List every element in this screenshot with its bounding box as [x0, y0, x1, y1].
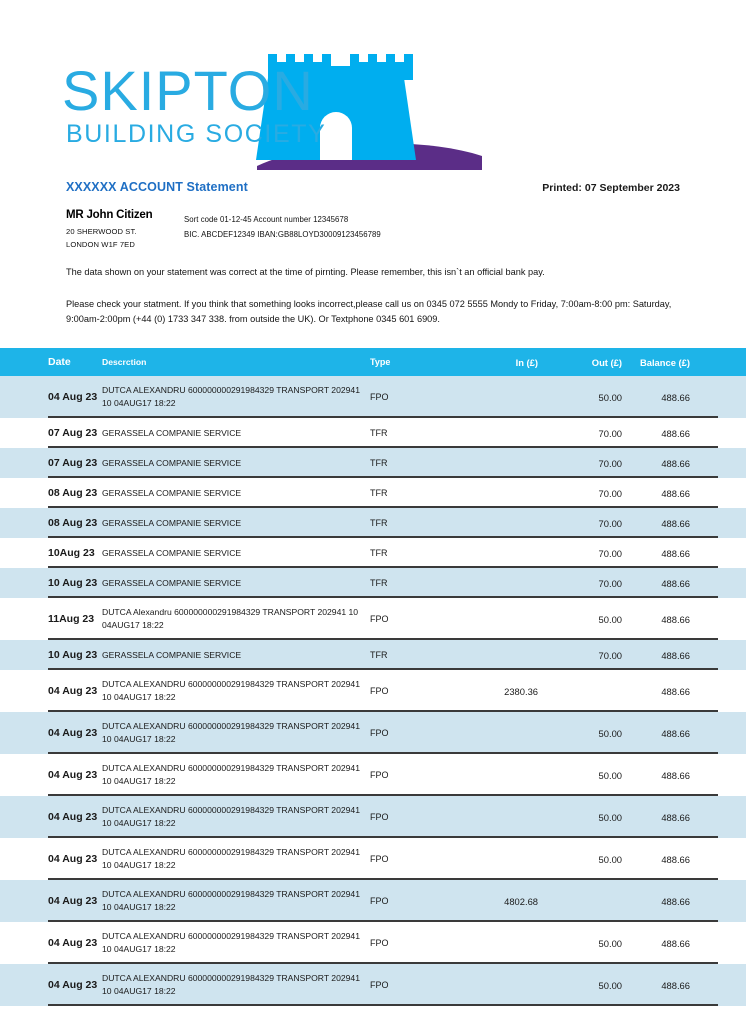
cell-in: 4802.68 — [504, 895, 538, 907]
customer-address-line1: 20 SHERWOOD ST. — [66, 227, 137, 236]
cell-balance: 488.66 — [661, 547, 690, 559]
cell-balance: 488.66 — [661, 457, 690, 469]
cell-description: GERASSELA COMPANIE SERVICE — [102, 649, 242, 660]
cell-type: TFR — [370, 428, 388, 438]
cell-description: GERASSELA COMPANIE SERVICE — [102, 517, 242, 528]
cell-date: 10 Aug 23 — [48, 649, 98, 661]
cell-balance: 488.66 — [661, 853, 690, 865]
cell-description: DUTCA Alexandru 600000000291984329 TRANSPORT 202941 10 04AUG17 18:22 — [102, 607, 359, 630]
cell-date: 04 Aug 23 — [48, 391, 98, 403]
column-header-date: Date — [48, 356, 71, 368]
wordmark-skipton: SKIPTON — [62, 59, 314, 122]
cell-out: 70.00 — [598, 487, 622, 499]
column-header-balance: Balance (£) — [639, 356, 690, 368]
cell-balance: 488.66 — [661, 979, 690, 991]
cell-date: 04 Aug 23 — [48, 727, 98, 739]
cell-type: FPO — [370, 614, 389, 624]
cell-balance: 488.66 — [661, 517, 690, 529]
page-title: XXXXXX ACCOUNT Statement — [66, 180, 248, 194]
cell-date: 04 Aug 23 — [48, 979, 98, 991]
table-row[interactable] — [0, 640, 746, 670]
cell-description: DUTCA ALEXANDRU 600000000291984329 TRANSPORT 202941 10 04AUG17 18:22 — [102, 889, 360, 912]
cell-type: TFR — [370, 518, 388, 528]
cell-out: 70.00 — [598, 649, 622, 661]
cell-description: DUTCA ALEXANDRU 600000000291984329 TRANSPORT 202941 10 04AUG17 18:22 — [102, 679, 360, 702]
cell-balance: 488.66 — [661, 685, 690, 697]
cell-type: FPO — [370, 392, 389, 402]
cell-date: 04 Aug 23 — [48, 769, 98, 781]
cell-type: FPO — [370, 980, 389, 990]
cell-out: 50.00 — [598, 727, 622, 739]
table-row[interactable] — [0, 922, 746, 964]
cell-description: GERASSELA COMPANIE SERVICE — [102, 487, 242, 498]
table-row[interactable] — [0, 796, 746, 838]
table-row[interactable] — [0, 508, 746, 538]
cell-date: 10 Aug 23 — [48, 577, 98, 589]
cell-description: GERASSELA COMPANIE SERVICE — [102, 427, 242, 438]
cell-out: 50.00 — [598, 811, 622, 823]
sort-code-account-number: Sort code 01-12-45 Account number 12345678 — [184, 215, 349, 224]
cell-out: 50.00 — [598, 613, 622, 625]
table-row[interactable] — [0, 964, 746, 1006]
cell-out: 50.00 — [598, 769, 622, 781]
customer-address — [66, 209, 184, 251]
table-body — [0, 376, 746, 1006]
cell-balance: 488.66 — [661, 391, 690, 403]
cell-date: 08 Aug 23 — [48, 517, 98, 529]
column-header-type: Type — [370, 357, 391, 367]
cell-description: DUTCA ALEXANDRU 600000000291984329 TRANSPORT 202941 10 04AUG17 18:22 — [102, 385, 360, 408]
cell-type: FPO — [370, 938, 389, 948]
address-account-block — [66, 209, 680, 251]
cell-out: 70.00 — [598, 577, 622, 589]
table-row[interactable] — [0, 754, 746, 796]
table-row[interactable] — [0, 712, 746, 754]
table-row[interactable] — [0, 838, 746, 880]
customer-address-line2: LONDON W1F 7ED — [66, 240, 135, 250]
notice-paragraph-1: The data shown on your statement was correct at the time of pirnting. Please remember, this isn`t an official bank pay. — [66, 267, 545, 277]
cell-balance: 488.66 — [661, 727, 690, 739]
cell-balance: 488.66 — [661, 487, 690, 499]
table-row[interactable] — [0, 598, 746, 640]
account-details — [184, 209, 381, 251]
cell-balance: 488.66 — [661, 937, 690, 949]
table-row[interactable] — [0, 418, 746, 448]
cell-balance: 488.66 — [661, 427, 690, 439]
cell-type: FPO — [370, 686, 389, 696]
wordmark-building-society: BUILDING SOCIETY — [66, 120, 327, 148]
cell-balance: 488.66 — [661, 613, 690, 625]
bic-iban: BIC. ABCDEF12349 IBAN:GB88LOYD30009123456789 — [184, 230, 381, 240]
cell-description: DUTCA ALEXANDRU 600000000291984329 TRANSPORT 202941 10 04AUG17 18:22 — [102, 763, 360, 786]
cell-in: 2380.36 — [504, 685, 538, 697]
cell-out: 70.00 — [598, 547, 622, 559]
cell-description: DUTCA ALEXANDRU 600000000291984329 TRANSPORT 202941 10 04AUG17 18:22 — [102, 931, 360, 954]
cell-type: TFR — [370, 650, 388, 660]
cell-date: 11Aug 23 — [48, 613, 95, 625]
cell-balance: 488.66 — [661, 769, 690, 781]
cell-date: 04 Aug 23 — [48, 685, 98, 697]
table-row[interactable] — [0, 670, 746, 712]
cell-balance: 488.66 — [661, 649, 690, 661]
brand-logo — [62, 48, 482, 170]
cell-out: 50.00 — [598, 937, 622, 949]
cell-description: GERASSELA COMPANIE SERVICE — [102, 577, 242, 588]
printed-date: Printed: 07 September 2023 — [542, 182, 680, 194]
cell-date: 04 Aug 23 — [48, 811, 98, 823]
cell-description: GERASSELA COMPANIE SERVICE — [102, 457, 242, 468]
cell-type: FPO — [370, 812, 389, 822]
cell-balance: 488.66 — [661, 895, 690, 907]
cell-out: 50.00 — [598, 979, 622, 991]
cell-description: GERASSELA COMPANIE SERVICE — [102, 547, 242, 558]
table-row[interactable] — [0, 448, 746, 478]
cell-balance: 488.66 — [661, 577, 690, 589]
cell-date: 07 Aug 23 — [48, 457, 98, 469]
cell-type: FPO — [370, 728, 389, 738]
cell-date: 04 Aug 23 — [48, 895, 98, 907]
statement-header-row — [66, 180, 680, 194]
cell-date: 10Aug 23 — [48, 547, 95, 559]
cell-date: 04 Aug 23 — [48, 937, 98, 949]
cell-description: DUTCA ALEXANDRU 600000000291984329 TRANSPORT 202941 10 04AUG17 18:22 — [102, 805, 360, 828]
table-row[interactable] — [0, 568, 746, 598]
cell-description: DUTCA ALEXANDRU 600000000291984329 TRANSPORT 202941 10 04AUG17 18:22 — [102, 721, 360, 744]
cell-out: 70.00 — [598, 457, 622, 469]
table-header-row — [0, 348, 746, 376]
column-header-out: Out (£) — [591, 356, 622, 368]
cell-balance: 488.66 — [661, 811, 690, 823]
cell-type: TFR — [370, 488, 388, 498]
cell-type: TFR — [370, 458, 388, 468]
column-header-description: Descrction — [102, 356, 147, 367]
cell-type: FPO — [370, 896, 389, 906]
cell-description: DUTCA ALEXANDRU 600000000291984329 TRANSPORT 202941 10 04AUG17 18:22 — [102, 847, 360, 870]
table-row[interactable] — [0, 478, 746, 508]
customer-name: MR John Citizen — [66, 209, 153, 221]
notice-paragraph-2: Please check your statment. If you think that something looks incorrect,please call us on 0345 072 5555 Mondy to Friday, 7:00am-8:00 pm: Saturday, 9:00am-2:00pm (+44 (0) 1733 347 338. from outside the UK). Or Textphone 0345 601 6909. — [66, 299, 672, 324]
cell-out: 50.00 — [598, 391, 622, 403]
cell-out: 70.00 — [598, 517, 622, 529]
cell-type: TFR — [370, 578, 388, 588]
cell-out: 70.00 — [598, 427, 622, 439]
cell-type: FPO — [370, 770, 389, 780]
transactions-table — [0, 348, 746, 1006]
cell-out: 50.00 — [598, 853, 622, 865]
cell-type: FPO — [370, 854, 389, 864]
cell-description: DUTCA ALEXANDRU 600000000291984329 TRANSPORT 202941 10 04AUG17 18:22 — [102, 973, 360, 996]
cell-date: 07 Aug 23 — [48, 427, 98, 439]
cell-type: TFR — [370, 548, 388, 558]
skipton-logo-svg — [62, 48, 482, 170]
cell-date: 08 Aug 23 — [48, 487, 98, 499]
table-row[interactable] — [0, 880, 746, 922]
cell-date: 04 Aug 23 — [48, 853, 98, 865]
table-row[interactable] — [0, 538, 746, 568]
table-row[interactable] — [0, 376, 746, 418]
column-header-in: In (£) — [515, 356, 538, 368]
